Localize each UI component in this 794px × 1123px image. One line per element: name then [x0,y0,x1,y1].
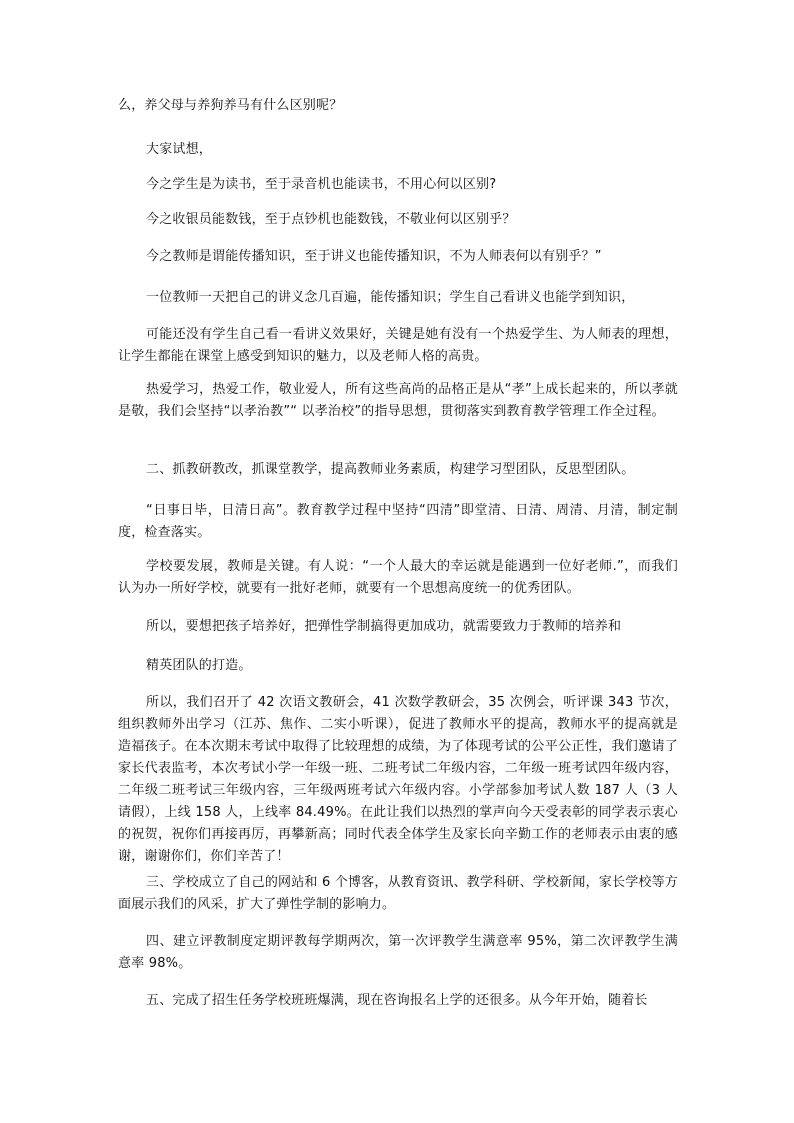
paragraph-6: 一位教师一天把自己的讲义念几百遍，能传播知识；学生自己看讲义也能学到知识， [146,290,635,305]
paragraph-7: 可能还没有学生自己看一看讲义效果好，关键是她有没有一个热爱学生、为人师表的理想，让学生都能在课堂上感受到知识的魅力，以及老师人格的高贵。 [118,327,678,364]
paragraph-9: 二、抓教研教改，抓课堂教学，提高教师业务素质，构建学习型团队，反思型团队。 [146,462,635,477]
paragraph-1: 么，养父母与养狗养马有什么区别呢？ [118,98,343,113]
paragraph-13: 精英团队的打造。 [146,658,252,673]
paragraph-14: 所以，我们召开了 42 次语文教研会，41 次数学教研会，35 次例会，听评课 343 节次，组织教师外出学习（江苏、焦作、二实小听课），促进了教师水平的提高，教师水平的提高就是造福孩子。在本次期末考试中取得了比较理想的成绩，为了体现考试的公平公正性，我们邀请了家长代表监考，本次考试小学一年级一班、二班考试二年级内容，二年级一班考试四年级内容，二年级二班考试三年级内容，三年级两班考试六年级内容。小学部参加考试人数 187 人（3 人请假），上线 158 人，上线率 84.49%。在此让我们以热烈的掌声向今天受表彰的同学表示衷心的祝贺，祝你们再接再厉，再攀新高；同时代表全体学生及家长向辛勤工作的老师表示由衷的感谢，谢谢你们，你们辛苦了！ [118,695,678,864]
paragraph-8: 热爱学习，热爱工作，敬业爱人，所有这些高尚的品格正是从“孝”上成长起来的，所以孝就是敬，我们会坚持“以孝治教”“ 以孝治校”的指导思想，贯彻落实到教育教学管理工作全过程。 [118,382,678,419]
paragraph-12: 所以，要想把孩子培养好，把弹性学制搞得更加成功，就需要致力于教师的培养和 [146,619,622,634]
paragraph-10: “日事日毕，日清日高”。教育教学过程中坚持“四清”即堂清、日清、周清、月清，制定制度，检查落实。 [118,503,678,540]
paragraph-5: 今之教师是谓能传播知识，至于讲义也能传播知识，不为人师表何以有别乎？” [146,249,602,264]
paragraph-11: 学校要发展，教师是关键。有人说：“一个人最大的幸运就是能遇到一位好老师.”，而我们认为办一所好学校，就要有一批好老师，就要有一个思想高度统一的优秀团队。 [118,559,678,596]
paragraph-2: 大家试想， [146,142,213,157]
paragraph-3: 今之学生是为读书，至于录音机也能读书，不用心何以区别? [146,177,497,192]
paragraph-16: 四、建立评教制度定期评教每学期两次，第一次评教学生满意率 95%，第二次评教学生满意率 98%。 [118,934,678,971]
paragraph-17: 五、完成了招生任务学校班班爆满，现在咨询报名上学的还很多。从今年开始，随着长 [146,993,648,1008]
paragraph-15: 三、学校成立了自己的网站和 6 个博客，从教育资讯、教学科研、学校新闻，家长学校等方面展示我们的风采，扩大了弹性学制的影响力。 [118,875,678,912]
paragraph-4: 今之收银员能数钱，至于点钞机也能数钱，不敬业何以区别乎？ [146,212,516,227]
